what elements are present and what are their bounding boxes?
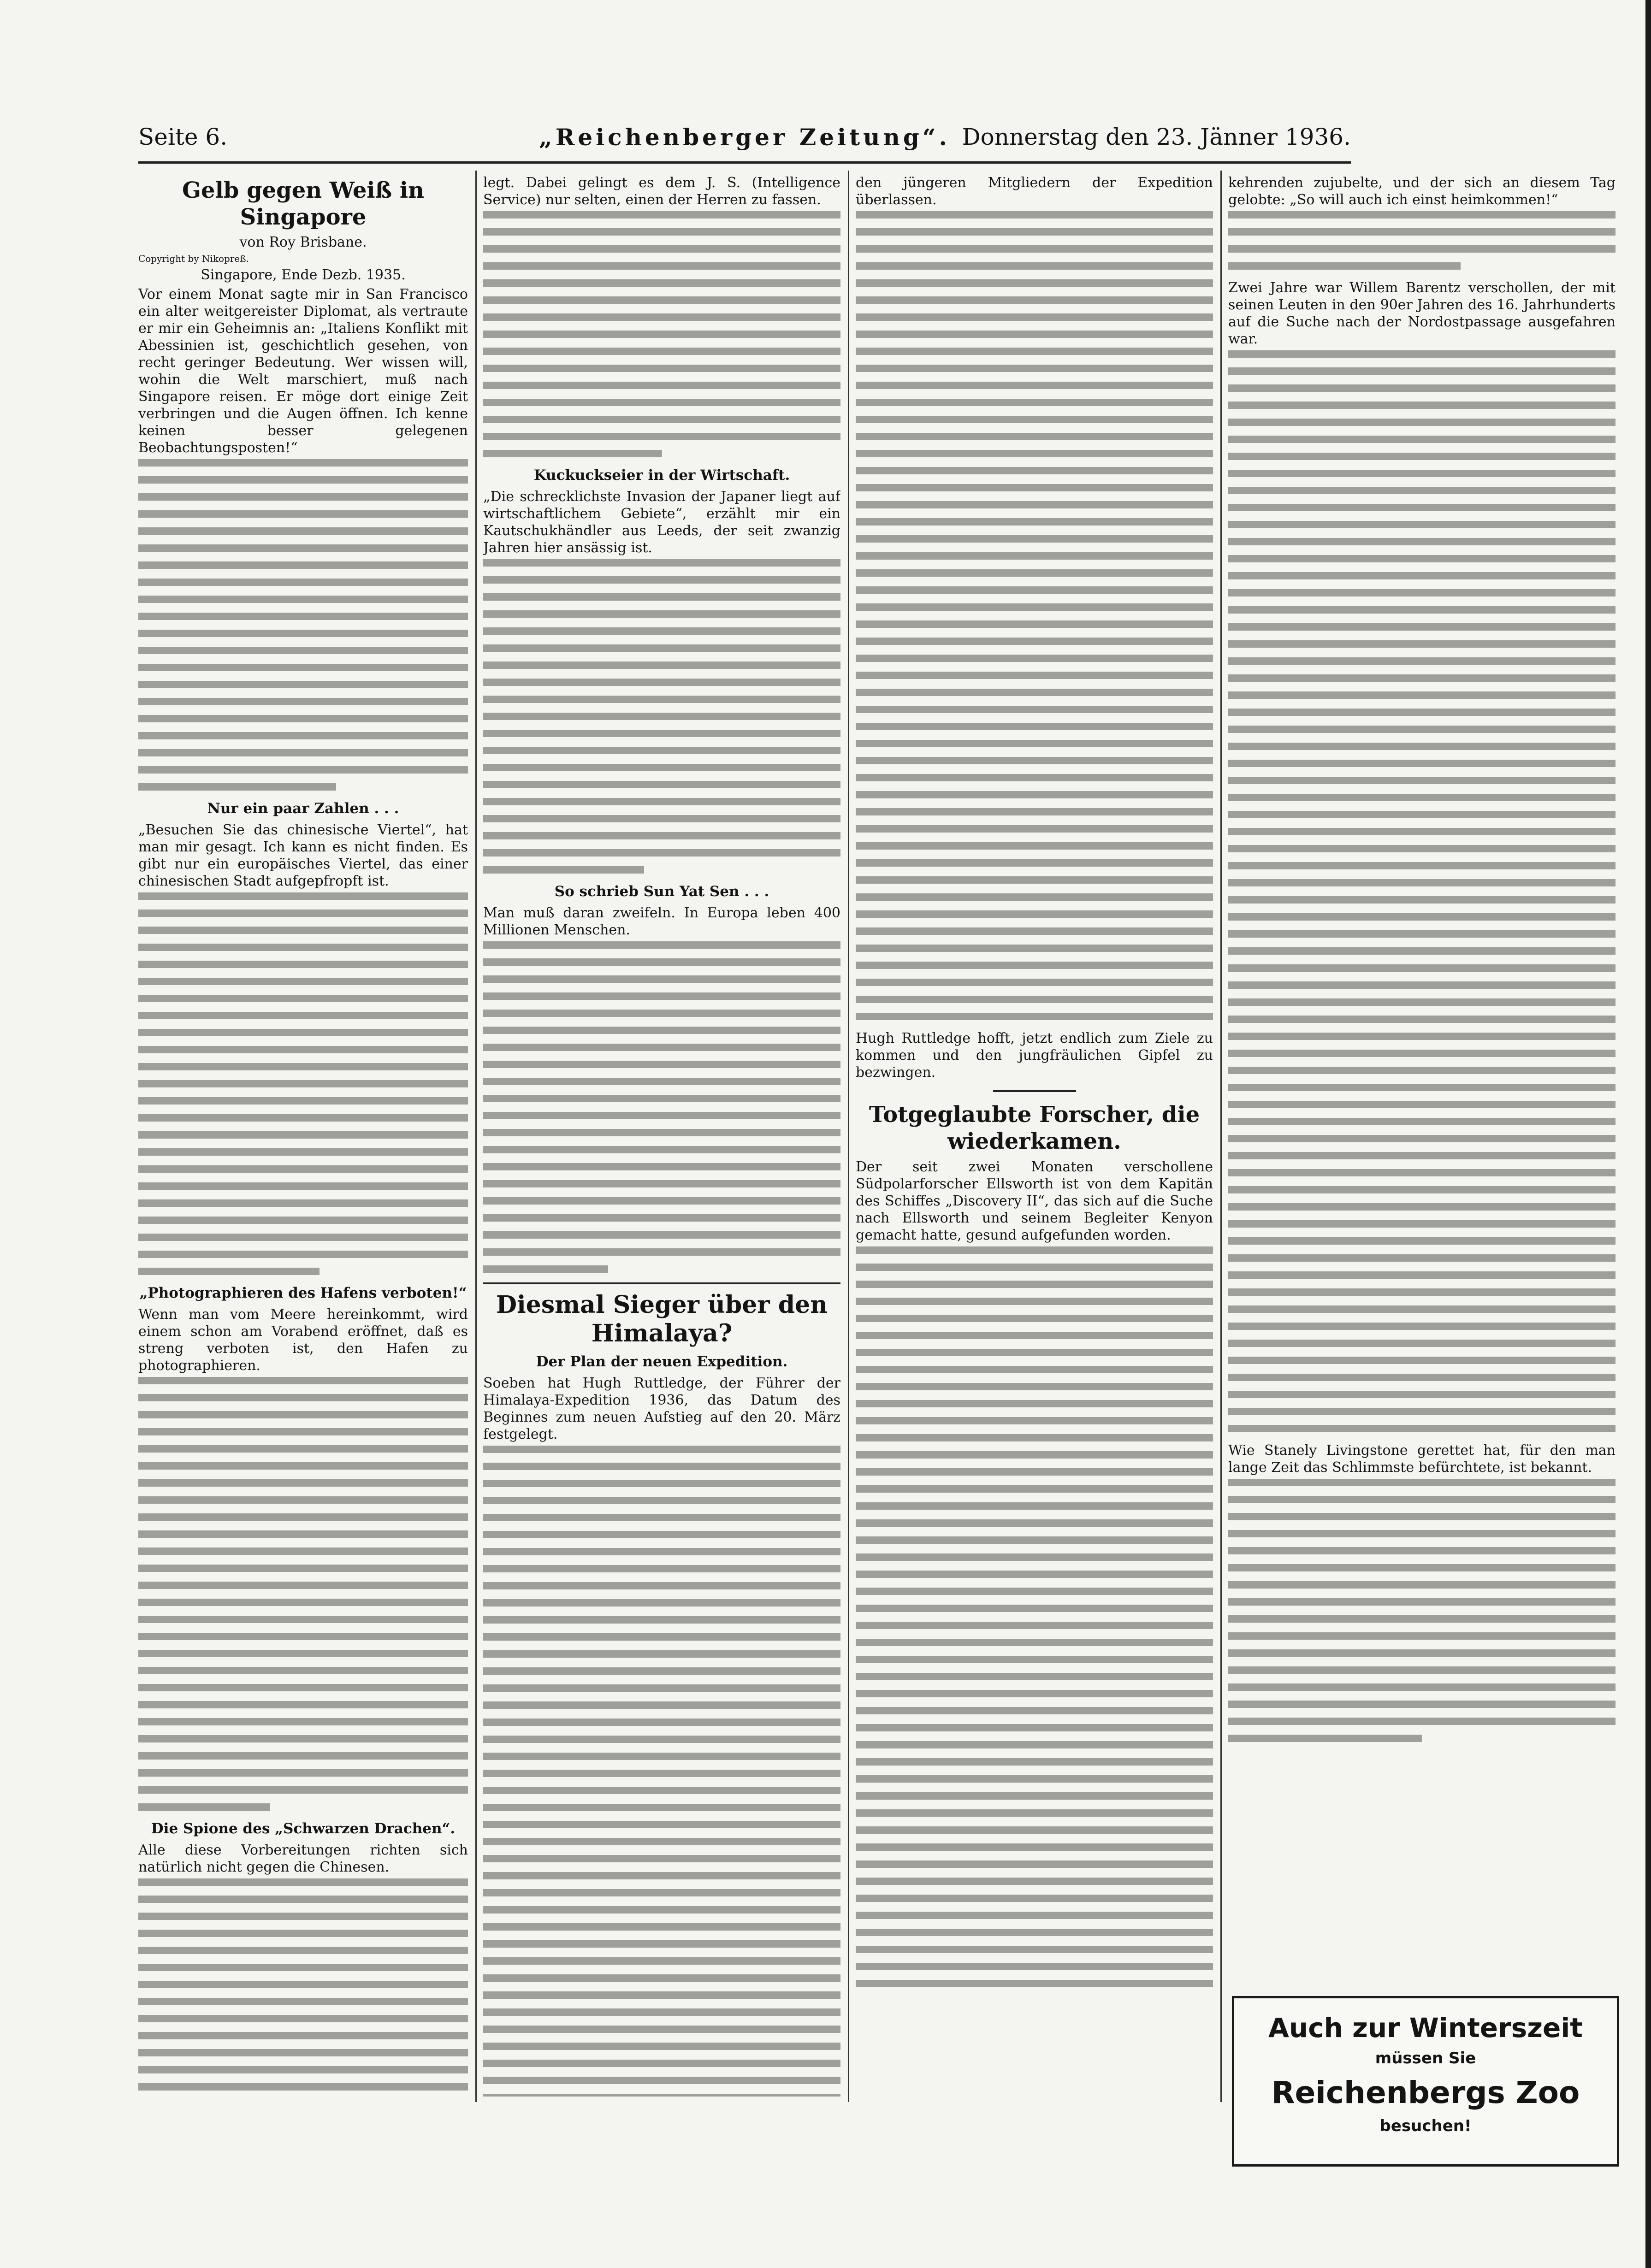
paragraph: Wie Stanely Livingstone gerettet hat, für den man lange Zeit das Schlimmste befürchtete, ist bekannt. <box>1228 1442 1615 1476</box>
page-header <box>138 124 1351 157</box>
paragraph: Hugh Ruttledge hofft, jetzt endlich zum Ziele zu kommen und den jungfräulichen Gipfel zu bezwingen. <box>856 1030 1213 1081</box>
unread-text-block <box>483 1446 840 2097</box>
paragraph: Alle diese Vorbereitungen richten sich natürlich nicht gegen die Chinesen. <box>138 1842 468 1875</box>
issue-date: Donnerstag den 23. Jänner 1936. <box>962 124 1351 150</box>
paragraph: den jüngeren Mitgliedern der Expedition überlassen. <box>856 175 1213 208</box>
column-3 <box>856 174 1213 2097</box>
column-4 <box>1228 174 1615 1981</box>
unread-text-block <box>138 892 468 1275</box>
ad-headline: Auch zur Winterszeit <box>1268 2012 1583 2044</box>
paragraph: Soeben hat Hugh Ruttledge, der Führer der Himalaya-Expedition 1936, das Datum des Beginnes zum neuen Aufstieg auf den 20. März festgelegt. <box>483 1375 840 1442</box>
newspaper-name: „Reichenberger Zeitung“. <box>539 124 950 151</box>
subheading: Die Spione des „Schwarzen Drachen“. <box>151 1820 456 1837</box>
zoo-advertisement <box>1232 1996 1619 2167</box>
separator-rule <box>993 1090 1076 1092</box>
ad-title: Reichenbergs Zoo <box>1271 2075 1580 2110</box>
unread-text-block <box>138 1377 468 1811</box>
unread-text-block <box>138 1878 468 2097</box>
paragraph: Wenn man vom Meere hereinkommt, wird einem schon am Vorabend eröffnet, daß es streng verboten ist, den Hafen zu photographieren. <box>138 1306 468 1374</box>
subheading: Nur ein paar Zahlen . . . <box>207 800 399 817</box>
column-1 <box>138 174 468 2097</box>
paragraph: legt. Dabei gelingt es dem J. S. (Intelligence Service) nur selten, einen der Herren zu fassen. <box>483 175 840 208</box>
subheading: So schrieb Sun Yat Sen . . . <box>554 883 769 900</box>
scan-edge <box>1645 0 1651 2268</box>
unread-text-block <box>1228 211 1615 270</box>
subheading: Kuckuckseier in der Wirtschaft. <box>533 467 790 484</box>
unread-text-block <box>856 211 1213 1020</box>
dateline: Singapore, Ende Dezb. 1935. <box>201 267 406 283</box>
column-divider <box>848 171 849 2102</box>
unread-text-block <box>1228 350 1615 1432</box>
ad-line: müssen Sie <box>1375 2049 1476 2067</box>
article-byline: von Roy Brisbane. <box>239 234 367 250</box>
unread-text-block <box>138 459 468 791</box>
unread-text-block <box>1228 1479 1615 1742</box>
unread-text-block <box>856 1246 1213 1987</box>
paragraph: „Besuchen Sie das chinesische Viertel“, hat man mir gesagt. Ich kann es nicht finden. Es gibt nur ein europäisches Viertel, das einer chinesischen Stadt aufgepfropft ist. <box>138 822 468 889</box>
ad-line: besuchen! <box>1379 2117 1472 2135</box>
page-number: Seite 6. <box>138 124 228 150</box>
subheading: „Photographieren des Hafens verboten!“ <box>139 1285 467 1301</box>
copyright-note: Copyright by Nikopreß. <box>138 253 249 264</box>
column-2 <box>483 174 840 2097</box>
paragraph: Vor einem Monat sagte mir in San Francisco ein alter weitgereister Diplomat, als vertraute er mir ein Geheimnis an: „Italiens Konflikt mit Abessinien ist, geschichtlich gesehen, von recht geringer Bedeutung. Wer wissen will, wohin die Welt marschiert, muß nach Singapore reisen. Er möge dort einige Zeit verbringen und die Augen öffnen. Ich kenne keinen besser gelegenen Beobachtungsposten!“ <box>138 286 468 456</box>
column-divider <box>475 171 477 2102</box>
paragraph: Der seit zwei Monaten verschollene Südpolarforscher Ellsworth ist von dem Kapitän des Schiffes „Discovery II“, das sich auf die Suche nach Ellsworth und seinem Begleiter Kenyon gemacht hatte, gesund aufgefunden worden. <box>856 1159 1213 1243</box>
subheading: Der Plan der neuen Expedition. <box>536 1353 788 1370</box>
paragraph: Man muß daran zweifeln. In Europa leben 400 Millionen Menschen. <box>483 905 840 938</box>
unread-text-block <box>483 559 840 874</box>
unread-text-block <box>483 941 840 1273</box>
paragraph: kehrenden zujubelte, und der sich an diesem Tag gelobte: „So will auch ich einst heimkommen!“ <box>1228 175 1615 208</box>
paragraph: „Die schrecklichste Invasion der Japaner liegt auf wirtschaftlichem Gebiete“, erzählt mir ein Kautschukhändler aus Leeds, der seit zwanzig Jahren hier ansässig ist. <box>483 489 840 556</box>
article-title: Diesmal Sieger über den Himalaya? <box>483 1282 840 1348</box>
article-title: Totgeglaubte Forscher, die wiederkamen. <box>869 1102 1200 1154</box>
article-title: Gelb gegen Weiß in Singapore <box>182 177 424 230</box>
header-rule <box>138 161 1351 164</box>
column-divider <box>1220 171 1222 2102</box>
paragraph: Zwei Jahre war Willem Barentz verschollen, der mit seinen Leuten in den 90er Jahren des 16. Jahrhunderts auf die Suche nach der Nordostpassage ausgefahren war. <box>1228 280 1615 347</box>
unread-text-block <box>483 211 840 457</box>
